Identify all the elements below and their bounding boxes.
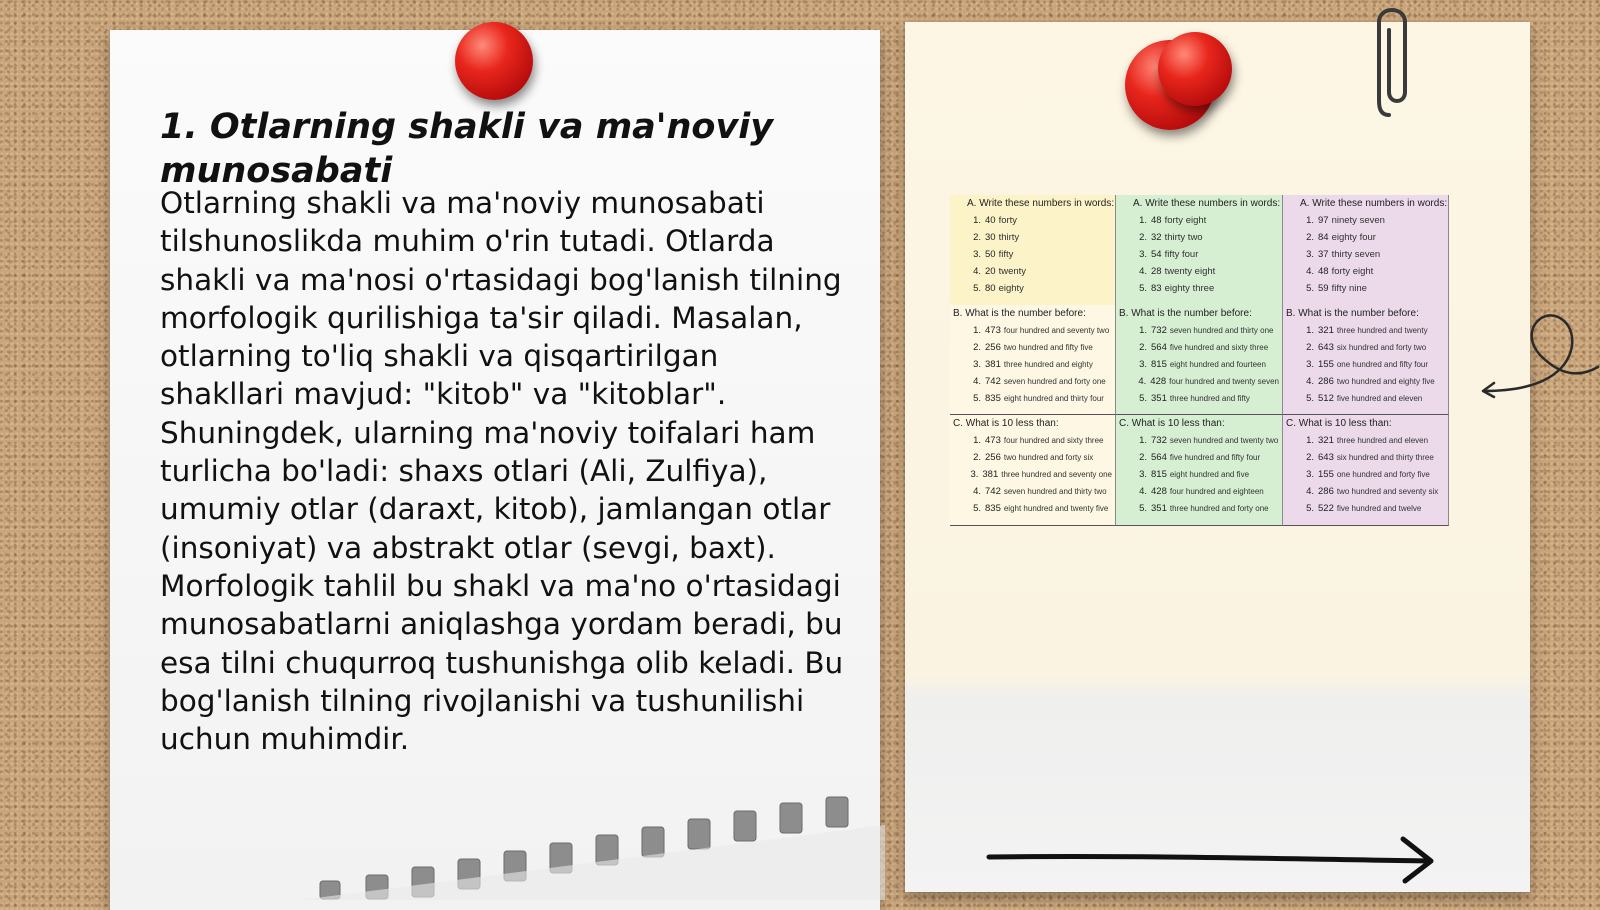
right-arrow-icon (985, 835, 1455, 885)
worksheet-item: 3. 50 fifty (973, 249, 1014, 260)
loop-arrow-doodle-icon (1480, 305, 1600, 415)
worksheet-item: 3. 37 thirty seven (1306, 249, 1381, 260)
worksheet-item: 2. 84 eighty four (1306, 232, 1376, 243)
worksheet-cell-title: B. What is the number before: (1286, 308, 1419, 319)
worksheet-item: 4. 286 two hundred and eighty five (1306, 376, 1435, 387)
red-pushpin-left (455, 22, 533, 100)
slide-body-text: Otlarning shakli va ma'noviy munosabati tilshunoslikda muhim o'rin tutadi. Otlarda shakli va ma'nosi o'rtasidagi bog'lanish tilning morfologik qurilishiga ta'sir qiladi. Masalan, otlarning to'liq shakli va qisqartirilgan shakllari mavjud: "kitob" va "kitoblar". Shuningdek, ularning ma'noviy toifalari ham turlicha bo'ladi: shaxs otlari (Ali, Zulfiya), umumiy otlar (daraxt, kitob), jamlangan otlar (insoniyat) va abstrakt otlar (sevgi, baxt). Morfologik tahlil bu shakl va ma'no o'rtasidagi munosabatlarni aniqlashga yordam beradi, bu esa tilni chuqurroq tushunishga olib keladi. Bu bog'lanish tilning rivojlanishi va tushunilishi uchun muhimdir. (160, 186, 844, 757)
worksheet-item: 4. 742 seven hundred and thirty two (973, 486, 1107, 497)
worksheet-item: 5. 835 eight hundred and thirty four (973, 393, 1104, 404)
worksheet-item: 2. 256 two hundred and forty six (973, 452, 1094, 463)
worksheet-item: 2. 564 five hundred and fifty four (1139, 452, 1261, 463)
worksheet-item: 1. 732 seven hundred and thirty one (1139, 325, 1274, 336)
worksheet-cell-title: C. What is 10 less than: (1286, 418, 1392, 429)
worksheet-item: 5. 351 three hundred and fifty (1139, 393, 1250, 404)
red-pushpin-right-front (1158, 32, 1232, 106)
slide-title: 1. Otlarning shakli va ma'noviy munosabati (160, 107, 774, 191)
worksheet-item: 2. 256 two hundred and fifty five (973, 342, 1093, 353)
worksheet-item: 5. 512 five hundred and eleven (1306, 393, 1423, 404)
worksheet-item: 2. 30 thirty (973, 232, 1020, 243)
worksheet-item: 1. 97 ninety seven (1306, 215, 1385, 226)
paperclip-icon (1375, 0, 1415, 125)
worksheet-item: 5. 835 eight hundred and twenty five (973, 503, 1109, 514)
worksheet-item: 4. 742 seven hundred and forty one (973, 376, 1106, 387)
worksheet-item: 1. 473 four hundred and seventy two (973, 325, 1110, 336)
worksheet-item: 3. 155 one hundred and forty five (1306, 469, 1430, 480)
worksheet-item: 1. 321 three hundred and twenty (1306, 325, 1428, 336)
worksheet-item: 3. 381 three hundred and eighty (973, 359, 1093, 370)
worksheet-cell (1283, 415, 1449, 526)
worksheet-cell (1116, 195, 1283, 305)
worksheet-item: 3. 155 one hundred and fifty four (1306, 359, 1429, 370)
worksheet-cell-title: B. What is the number before: (1119, 308, 1252, 319)
worksheet-item: 5. 522 five hundred and twelve (1306, 503, 1422, 514)
worksheet-cell-title: A. Write these numbers in words: (1300, 198, 1448, 209)
worksheet-item: 1. 48 forty eight (1139, 215, 1207, 226)
worksheet-item: 4. 286 two hundred and seventy six (1306, 486, 1439, 497)
worksheet-item: 2. 643 six hundred and forty two (1306, 342, 1427, 353)
worksheet-item: 3. 815 eight hundred and fourteen (1139, 359, 1266, 370)
worksheet-item: 3. 54 fifty four (1139, 249, 1199, 260)
worksheet-item: 3. 381 three hundred and seventy one (970, 469, 1112, 480)
worksheet-cell (1116, 415, 1283, 526)
worksheet-cell-title: A. Write these numbers in words: (967, 198, 1115, 209)
worksheet-cell-title: C. What is 10 less than: (1119, 418, 1225, 429)
worksheet-item: 2. 643 six hundred and thirty three (1306, 452, 1434, 463)
worksheet-item: 3. 815 eight hundred and five (1139, 469, 1250, 480)
worksheet-cell (950, 195, 1116, 305)
worksheet-item: 4. 428 four hundred and eighteen (1139, 486, 1264, 497)
worksheet-item: 4. 28 twenty eight (1139, 266, 1216, 277)
worksheet-item: 1. 732 seven hundred and twenty two (1139, 435, 1279, 446)
worksheet-item: 2. 564 five hundred and sixty three (1139, 342, 1269, 353)
spiral-binding-decoration (300, 795, 885, 900)
worksheet-item: 2. 32 thirty two (1139, 232, 1203, 243)
worksheet-cell-title: B. What is the number before: (953, 308, 1086, 319)
worksheet-cell (1283, 195, 1449, 305)
worksheet-item: 5. 83 eighty three (1139, 283, 1215, 294)
worksheet-cell (1283, 305, 1449, 415)
worksheet-cell (1116, 305, 1283, 415)
numbers-worksheet-image (950, 195, 1449, 526)
worksheet-item: 5. 59 fifty nine (1306, 283, 1367, 294)
worksheet-item: 4. 428 four hundred and twenty seven (1138, 376, 1279, 387)
worksheet-item: 5. 80 eighty (973, 283, 1024, 294)
worksheet-item: 4. 20 twenty (973, 266, 1027, 277)
worksheet-cell (950, 305, 1116, 415)
worksheet-item: 1. 40 forty (973, 215, 1018, 226)
worksheet-cell (950, 415, 1116, 526)
worksheet-cell-title: C. What is 10 less than: (953, 418, 1059, 429)
worksheet-item: 1. 473 four hundred and sixty three (973, 435, 1104, 446)
worksheet-cell-title: A. Write these numbers in words: (1133, 198, 1281, 209)
worksheet-item: 1. 321 three hundred and eleven (1306, 435, 1429, 446)
worksheet-item: 4. 48 forty eight (1306, 266, 1374, 277)
worksheet-item: 5. 351 three hundred and forty one (1139, 503, 1269, 514)
